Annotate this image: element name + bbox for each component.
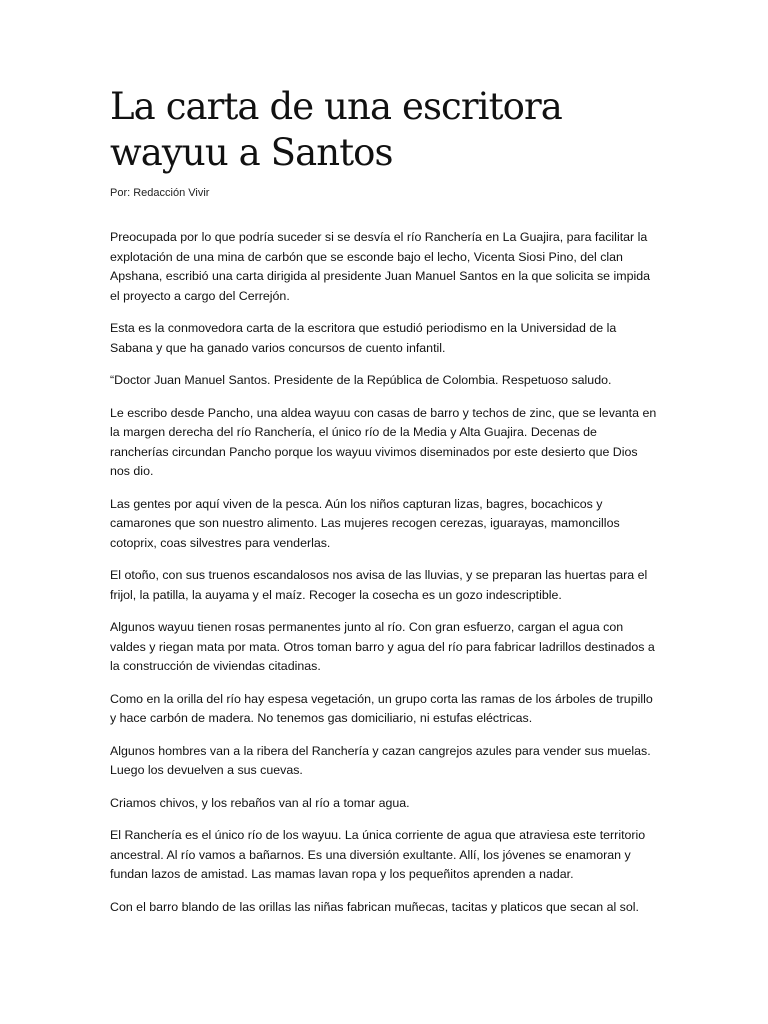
paragraph-8: Como en la orilla del río hay espesa vegetación, un grupo corta las ramas de los árboles de trupillo y hace carbón de madera. No tenemos gas domiciliario, ni estufas eléctricas. [110, 691, 653, 725]
paragraph-9: Algunos hombres van a la ribera del Ranchería y cazan cangrejos azules para vender sus muelas. Luego los devuelven a sus cuevas. [110, 743, 651, 777]
paragraph-6: El otoño, con sus truenos escandalosos nos avisa de las lluvias, y se preparan las huertas para el frijol, la patilla, la auyama y el maíz. Recoger la cosecha es un gozo indescriptible. [110, 568, 648, 602]
article-title: La carta de una escritora wayuu a Santos [110, 85, 562, 174]
article-byline: Por: Redacción Vivir [110, 187, 210, 199]
paragraph-3: “Doctor Juan Manuel Santos. Presidente de la República de Colombia. Respetuoso saludo. [110, 373, 612, 387]
paragraph-7: Algunos wayuu tienen rosas permanentes junto al río. Con gran esfuerzo, cargan el agua con valdes y riegan mata por mata. Otros toman barro y agua del río para fabricar ladrillos destinados a la construcción de viviendas citadinas. [110, 620, 655, 673]
paragraph-11: El Ranchería es el único río de los wayuu. La única corriente de agua que atraviesa este territorio ancestral. Al río vamos a bañarnos. Es una diversión exultante. Allí, los jóvenes se enamoran y fundan lazos de amistad. Las mamas lavan ropa y los pequeñitos aprenden a nadar. [110, 828, 646, 881]
paragraph-4: Le escribo desde Pancho, una aldea wayuu con casas de barro y techos de zinc, que se levanta en la margen derecha del río Ranchería, el único río de la Media y Alta Guajira. Decenas de rancherías circundan Pancho porque los wayuu vivimos diseminados por este desierto que Dios nos dio. [110, 405, 657, 478]
paragraph-5: Las gentes por aquí viven de la pesca. Aún los niños capturan lizas, bagres, bocachicos y camarones que son nuestro alimento. Las mujeres recogen cerezas, iguarayas, mamoncillos cotoprix, coas silvestres para venderlas. [110, 496, 620, 550]
paragraph-10: Criamos chivos, y los rebaños van al río a tomar agua. [110, 795, 410, 810]
article [110, 84, 658, 930]
paragraph-12: Con el barro blando de las orillas las niñas fabrican muñecas, tacitas y platicos que secan al sol. [110, 899, 639, 914]
paragraph-1: Preocupada por lo que podría suceder si se desvía el río Ranchería en La Guajira, para facilitar la explotación de una mina de carbón que se esconde bajo el lecho, Vicenta Siosi Pino, del clan Apshana, escribió una carta dirigida al presidente Juan Manuel Santos en la que solicita se impida el proyecto a cargo del Cerrejón. [110, 230, 651, 303]
paragraph-2: Esta es la conmovedora carta de la escritora que estudió periodismo en la Universidad de la Sabana y que ha ganado varios concursos de cuento infantil. [110, 321, 617, 355]
article-body [110, 228, 658, 917]
